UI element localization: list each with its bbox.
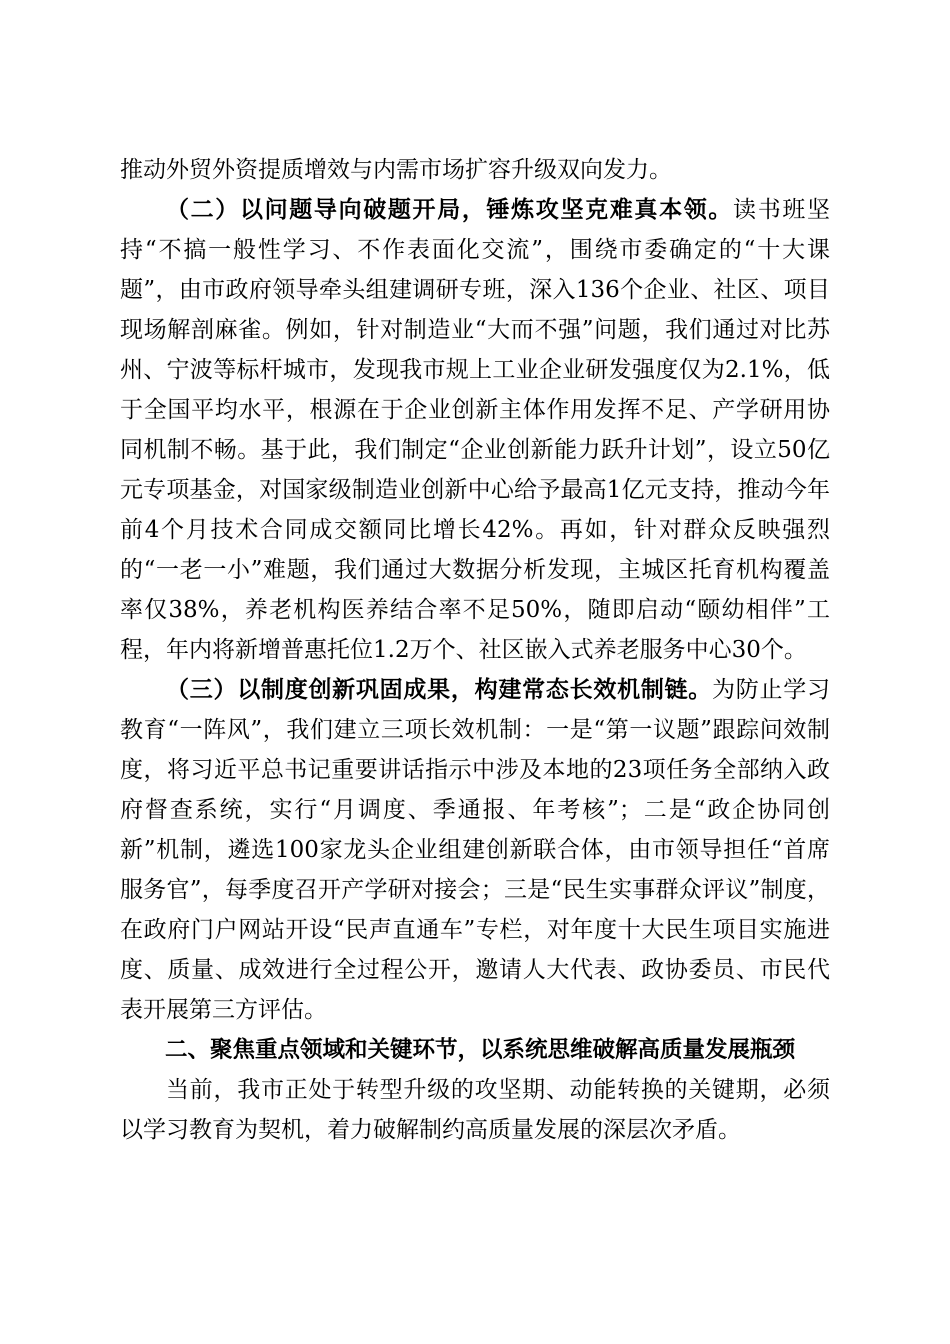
paragraph-section-3 <box>120 670 830 1030</box>
paragraph-intro-part-2: 当前，我市正处于转型升级的攻坚期、动能转换的关键期，必须以学习教育为契机，着力破解制约高质量发展的深层次矛盾。 <box>120 1077 830 1143</box>
section-2-body: 读书班坚持“不搞一般性学习、不作表面化交流”，围绕市委确定的“十大课题”，由市政府领导牵头组建调研专班，深入136个企业、社区、项目现场解剖麻雀。例如，针对制造业“大而不强”问题，我们通过对比苏州、宁波等标杆城市，发现我市规上工业企业研发强度仅为2.1%，低于全国平均水平，根源在于企业创新主体作用发挥不足、产学研用协同机制不畅。基于此，我们制定“企业创新能力跃升计划”，设立50亿元专项基金，对国家级制造业创新中心给予最高1亿元支持，推动今年前4个月技术合同成交额同比增长42%。再如，针对群众反映强烈的“一老一小”难题，我们通过大数据分析发现，主城区托育机构覆盖率仅38%，养老机构医养结合率不足50%，随即启动“颐幼相伴”工程，年内将新增普惠托位1.2万个、社区嵌入式养老服务中心30个。 <box>120 197 831 663</box>
paragraph-continuation: 推动外贸外资提质增效与内需市场扩容升级双向发力。 <box>120 157 672 183</box>
heading-part-2: 二、聚焦重点领域和关键环节，以系统思维破解高质量发展瓶颈 <box>165 1037 796 1063</box>
paragraph-section-2 <box>120 190 830 670</box>
section-2-title: （二）以问题导向破题开局，锤炼攻坚克难真本领。 <box>166 196 734 223</box>
document-page <box>120 150 830 1150</box>
section-3-title: （三）以制度创新巩固成果，构建常态长效机制链。 <box>166 676 713 703</box>
section-3-body: 为防止学习教育“一阵风”，我们建立三项长效机制：一是“第一议题”跟踪问效制度，将习近平总书记重要讲话指示中涉及本地的23项任务全部纳入政府督查系统，实行“月调度、季通报、年考核”；二是“政企协同创新”机制，遴选100家龙头企业组建创新联合体，由市领导担任“首席服务官”，每季度召开产学研对接会；三是“民生实事群众评议”制度，在政府门户网站开设“民声直通车”专栏，对年度十大民生项目实施进度、质量、成效进行全过程公开，邀请人大代表、政协委员、市民代表开展第三方评估。 <box>120 677 831 1023</box>
